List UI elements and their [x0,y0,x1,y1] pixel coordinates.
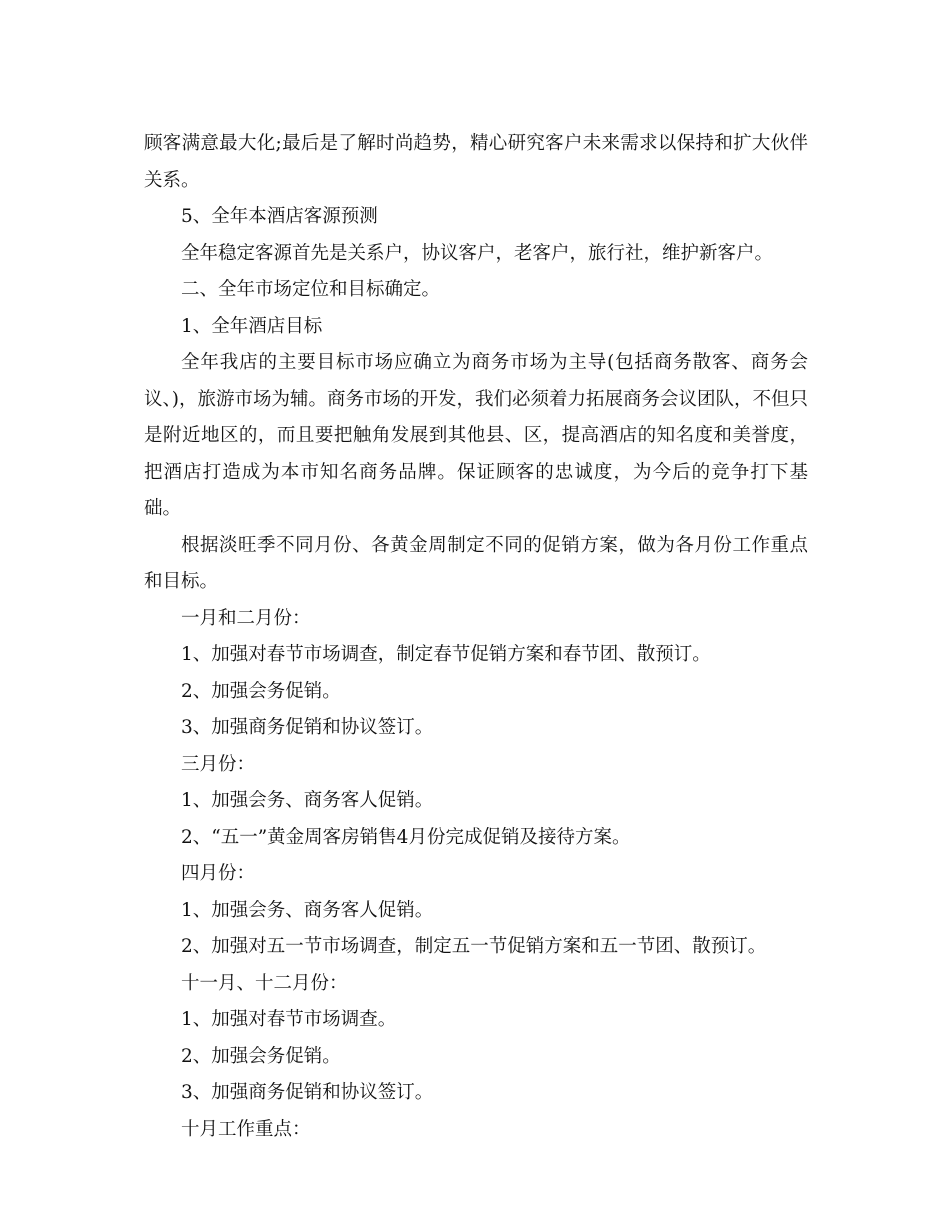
paragraph: 全年我店的主要目标市场应确立为商务市场为主导(包括商务散客、商务会议、)，旅游市场为辅。商务市场的开发，我们必须着力拓展商务会议团队，不但只是附近地区的，而且要把触角发展到其他县、区，提高酒店的知名度和美誉度，把酒店打造成为本市知名商务品牌。保证顾客的忠诚度，为今后的竞争打下基础。 [144,352,808,519]
paragraph: 2、“五一”黄金周客房销售4月份完成促销及接待方案。 [181,826,631,848]
paragraph: 四月份： [181,863,256,884]
paragraph: 一月和二月份： [181,607,311,629]
paragraph: 二、全年市场定位和目标确定。 [181,279,441,300]
paragraph: 根据淡旺季不同月份、各黄金周制定不同的促销方案，做为各月份工作重点和目标。 [144,534,808,592]
paragraph: 2、加强会务促销。 [181,1045,341,1067]
paragraph: 3、加强商务促销和协议签订。 [181,717,434,738]
paragraph: 十月工作重点： [181,1118,311,1140]
paragraph: 1、加强对春节市场调查，制定春节促销方案和春节团、散预订。 [181,644,711,665]
document-body [144,126,808,1148]
paragraph: 2、加强对五一节市场调查，制定五一节促销方案和五一节团、散预订。 [181,936,767,957]
paragraph: 1、加强对春节市场调查。 [181,1009,397,1030]
paragraph: 2、加强会务促销。 [181,680,341,702]
paragraph: 3、加强商务促销和协议签订。 [181,1082,434,1103]
paragraph: 顾客满意最大化;最后是了解时尚趋势，精心研究客户未来需求以保持和扩大伙伴关系。 [144,133,808,191]
paragraph: 全年稳定客源首先是关系户，协议客户，老客户，旅行社，维护新客户。 [181,242,774,264]
paragraph: 三月份： [181,753,256,775]
paragraph: 十一月、十二月份： [181,972,348,994]
paragraph: 1、加强会务、商务客人促销。 [181,790,434,811]
paragraph: 5、全年本酒店客源预测 [181,206,378,227]
paragraph: 1、加强会务、商务客人促销。 [181,899,434,921]
paragraph: 1、全年酒店目标 [181,315,323,337]
